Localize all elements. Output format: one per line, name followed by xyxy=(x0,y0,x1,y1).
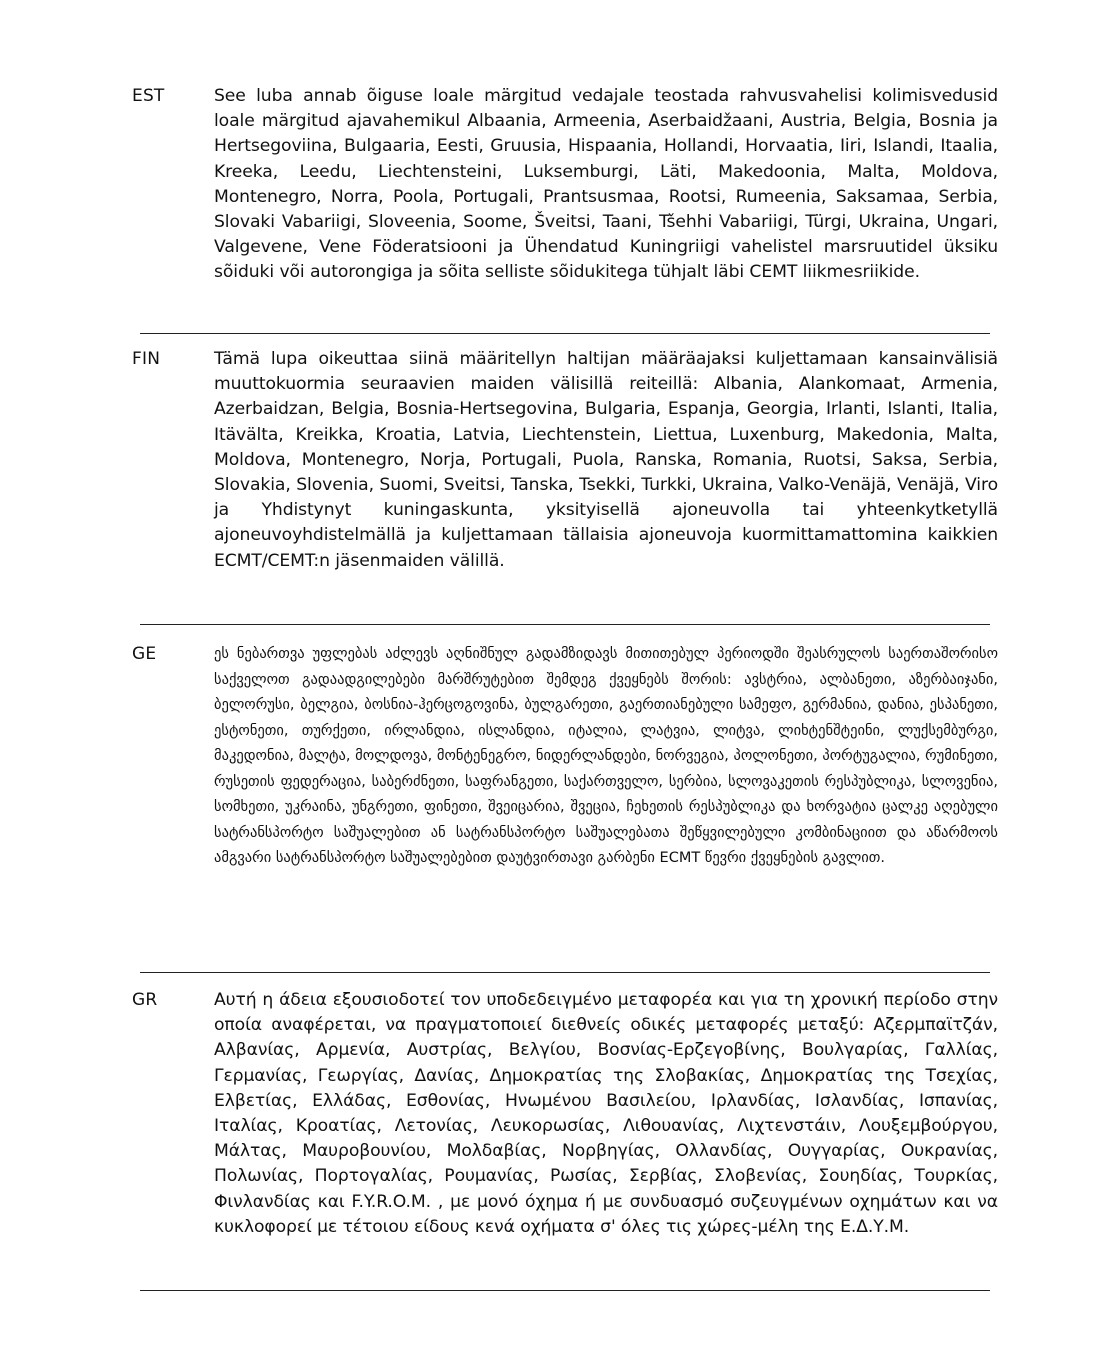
permit-text: Tämä lupa oikeuttaa siinä määritellyn haltijan määräajaksi kuljettamaan kansainvälisiä muuttokuormia seuraavien maiden välisillä reiteillä: Albania, Alankomaat, Armenia, Azerbaidzan, Belgia, Bosnia-Hertsegovina, Bulgaria, Espanja, Georgia, Irlanti, Islanti, Italia, Itävälta, Kreikka, Kroatia, Latvia, Liechtenstein, Liettua, Luxenburg, Makedonia, Malta, Moldova, Montenegro, Norja, Portugali, Puola, Ranska, Romania, Ruotsi, Saksa, Serbia, Slovakia, Slovenia, Suomi, Sveitsi, Tanska, Tsekki, Turkki, Ukraina, Valko-Venäjä, Venäjä, Viro ja Yhdistynyt kuningaskunta, yksityisellä ajoneuvolla tai yhteenkytketyllä ajoneuvoyhdistelmällä ja kuljettamaan tällaisia ajoneuvoja kuormittamattomina kaikkien ECMT/CEMT:n jäsenmaiden välillä. xyxy=(214,349,998,571)
language-code: EST xyxy=(132,86,165,106)
permit-text: See luba annab õiguse loale märgitud vedajale teostada rahvusvahelisi kolimisvedusid loale märgitud ajavahemikul Albaania, Armeenia, Aserbaidžaani, Austria, Belgia, Bosnia ja Hertsegoviina, Bulgaaria, Eesti, Gruusia, Hispaania, Hollandi, Horvaatia, Iiri, Islandi, Itaalia, Kreeka, Leedu, Liechtensteini, Luksemburgi, Läti, Makedoonia, Malta, Moldova, Montenegro, Norra, Poola, Portugali, Prantsusmaa, Rootsi, Rumeenia, Saksamaa, Serbia, Slovaki Vabariigi, Sloveenia, Soome, Šveitsi, Taani, Tšehhi Vabariigi, Türgi, Ukraina, Ungari, Valgevene, Vene Föderatsiooni ja Ühendatud Kuningriigi vahelistel marsruutidel üksiku sõiduki või autorongiga ja sõita selliste sõidukitega tühjalt läbi CEMT liikmesriikide. xyxy=(214,86,998,283)
language-code: GE xyxy=(132,644,157,664)
divider xyxy=(140,624,990,625)
permit-text: ეს ნებართვა უფლებას აძლევს აღნიშნულ გადამზიდავს მითითებულ პერიოდში შეასრულოს საერთაშორისო საქველოთ გადაადგილებები მარშრუტებით შემდეგ ქვეყნებს შორის: ავსტრია, ალბანეთი, აზერბაიჯანი, ბელორუსი, ბელგია, ბოსნია-ჰერცოგოვინა, ბულგარეთი, გაერთიანებული სამეფო, გერმანია, დანია, ესპანეთი, ესტონეთი, თურქეთი, ირლანდია, ისლანდია, იტალია, ლატვია, ლიტვა, ლიხტენშტეინი, ლუქსემბურგი, მაკედონია, მალტა, მოლდოვა, მონტენეგრო, ნიდერლანდები, ნორვეგია, პოლონეთი, პორტუგალია, რუმინეთი, რუსეთის ფედერაცია, საბერძნეთი, საფრანგეთი, საქართველო, სერბია, სლოვაკეთის რესპუბლიკა, სლოვენია, სომხეთი, უკრაინა, უნგრეთი, ფინეთი, შვეიცარია, შვეცია, ჩეხეთის რესპუბლიკა და ხორვატია ცალკე აღებული სატრანსპორტო საშუალებით ან სატრანსპორტო საშუალებათა შეწყვილებული კომბინაციით და აწარმოოს ამგვარი სატრანსპორტო საშუალებებით დაუტვირთავი გარბენი ECMT წევრი ქვეყნების გავლით. xyxy=(214,646,998,866)
language-code: FIN xyxy=(132,349,161,369)
divider xyxy=(140,333,990,334)
divider xyxy=(140,1290,990,1291)
permit-text: Αυτή η άδεια εξουσιοδοτεί τον υποδεδειγμένο μεταφορέα και για τη χρονική περίοδο στην οποία αναφέρεται, να πραγματοποιεί διεθνείς οδικές μεταφορές μεταξύ: Αζερμπαϊτζάν, Αλβανίας, Αρμενία, Αυστρίας, Βελγίου, Βοσνίας-Ερζεγοβίνης, Βουλγαρίας, Γαλλίας, Γερμανίας, Γεωργίας, Δανίας, Δημοκρατίας της Σλοβακίας, Δημοκρατίας της Τσεχίας, Ελβετίας, Ελλάδας, Εσθονίας, Ηνωμένου Βασιλείου, Ιρλανδίας, Ισλανδίας, Ισπανίας, Ιταλίας, Κροατίας, Λετονίας, Λευκορωσίας, Λιθουανίας, Λιχτενστάιν, Λουξεμβούργου, Μάλτας, Μαυροβουνίου, Μολδαβίας, Νορβηγίας, Ολλανδίας, Ουγγαρίας, Ουκρανίας, Πολωνίας, Πορτογαλίας, Ρουμανίας, Ρωσίας, Σερβίας, Σλοβενίας, Σουηδίας, Τουρκίας, Φινλανδίας και F.Y.R.O.M. , με μονό όχημα ή με συνδυασμό συζευγμένων οχημάτων και να κυκλοφορεί με τέτοιου είδους κενά οχήματα σ' όλες τις χώρες-μέλη της Ε.Δ.Υ.Μ. xyxy=(214,990,998,1237)
divider xyxy=(140,972,990,973)
language-code: GR xyxy=(132,990,158,1010)
